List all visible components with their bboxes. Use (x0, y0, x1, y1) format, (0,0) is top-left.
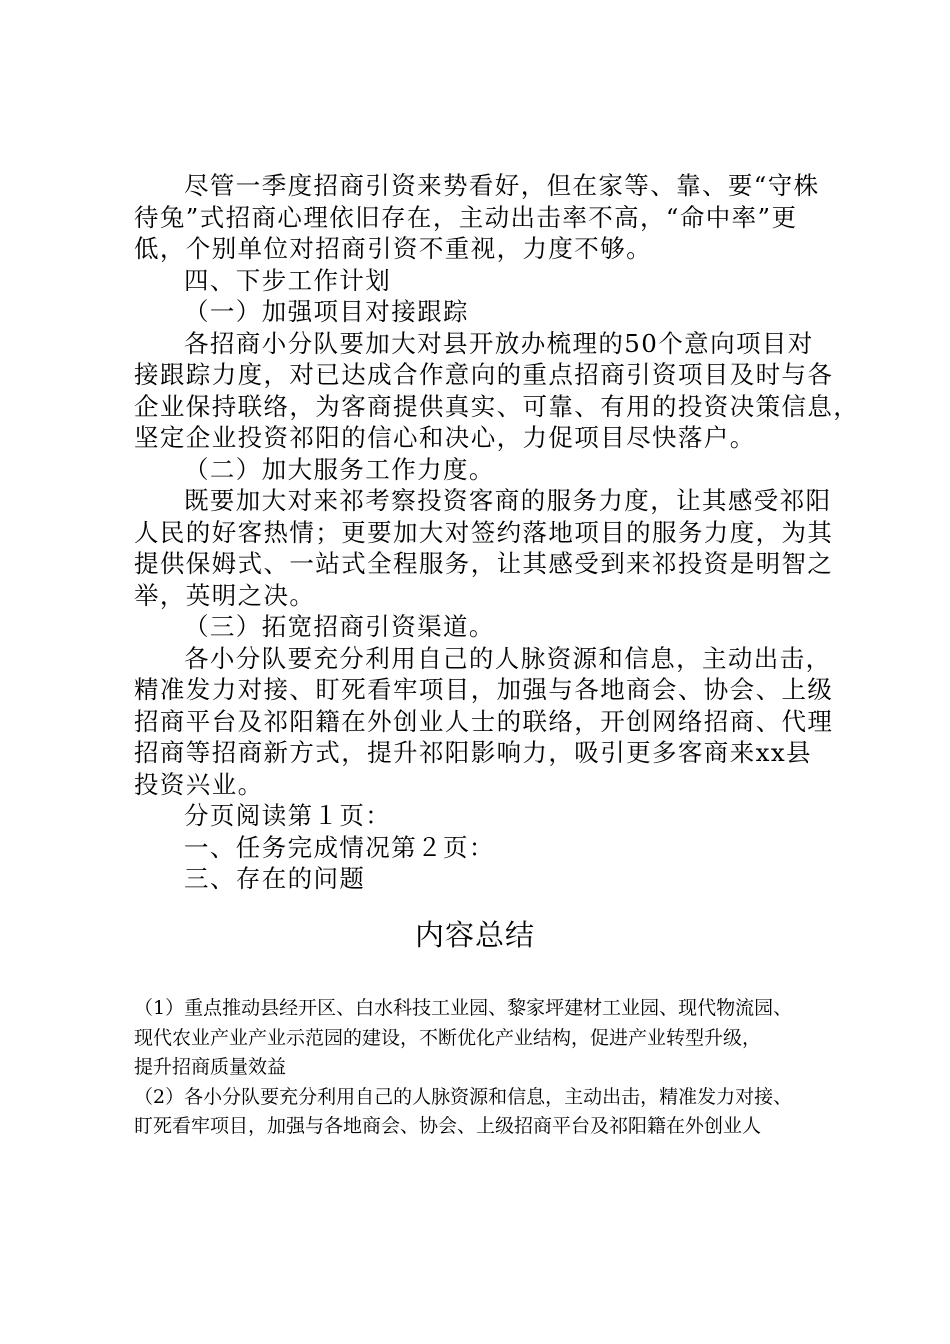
paragraph-line: 提供保姆式、一站式全程服务，让其感受到来祁投资是明智之 (134, 549, 834, 578)
paragraph-line: 招商等招商新方式，提升祁阳影响力，吸引更多客商来xx县 (134, 738, 812, 767)
paragraph-line: 接跟踪力度，对已达成合作意向的重点招商引资项目及时与各 (134, 360, 834, 389)
summary-title: 内容总结 (414, 918, 535, 952)
page-link-line: 三、存在的问题 (184, 864, 366, 893)
summary-line: 现代农业产业产业示范园的建设，不断优化产业结构，促进产业转型升级， (134, 1026, 762, 1049)
summary-line: （1）重点推动县经开区、白水科技工业园、黎家坪建材工业园、现代物流园、 (134, 997, 793, 1019)
page-link-line: 一、任务完成情况第２页： (184, 832, 495, 862)
paragraph-line: 精准发力对接、盯死看牢项目，加强与各地商会、协会、上级 (134, 675, 834, 704)
paragraph-line: 企业保持联络，为客商提供真实、可靠、有用的投资决策信息， (134, 391, 860, 421)
section-heading: 四、下步工作计划 (184, 265, 392, 295)
paragraph-line: 既要加大对来祁考察投资客商的服务力度，让其感受祁阳 (184, 486, 832, 515)
summary-line: （2）各小分队要充分利用自己的人脉资源和信息，主动出击，精准发力对接、 (134, 1085, 793, 1108)
paragraph-line: 招商平台及祁阳籍在外创业人士的联络，开创网络招商、代理 (134, 706, 834, 736)
subsection-heading: （二）加大服务工作力度。 (184, 454, 495, 484)
subsection-heading: （一）加强项目对接跟踪 (184, 297, 469, 326)
paragraph-line: 坚定企业投资祁阳的信心和决心，力促项目尽快落户。 (134, 423, 756, 452)
paragraph-line: 举，英明之决。 (134, 580, 316, 610)
paragraph-line: 人民的好客热情；更要加大对签约落地项目的服务力度，为其 (134, 517, 834, 547)
body-text (134, 170, 860, 895)
subsection-heading: （三）拓宽招商引资渠道。 (184, 612, 495, 641)
paragraph-line: 各小分队要充分利用自己的人脉资源和信息，主动出击， (184, 643, 832, 673)
summary-line: 盯死看牢项目，加强与各地商会、协会、上级招商平台及祁阳籍在外创业人 (134, 1115, 762, 1137)
paragraph-line: 尽管一季度招商引资来势看好，但在家等、靠、要“守株 (184, 171, 820, 200)
paragraph-line: 投资兴业。 (134, 769, 264, 799)
paragraph-line: 低，个别单位对招商引资不重视，力度不够。 (134, 234, 652, 263)
paragraph-line: 待兔”式招商心理依旧存在，主动出击率不高，“命中率”更 (134, 202, 798, 232)
summary-text (134, 994, 854, 1142)
summary-line: 提升招商质量效益 (134, 1056, 287, 1078)
paragraph-line: 各招商小分队要加大对县开放办梳理的50个意向项目对 (184, 328, 814, 358)
page-link-line: 分页阅读第１页： (184, 801, 392, 830)
